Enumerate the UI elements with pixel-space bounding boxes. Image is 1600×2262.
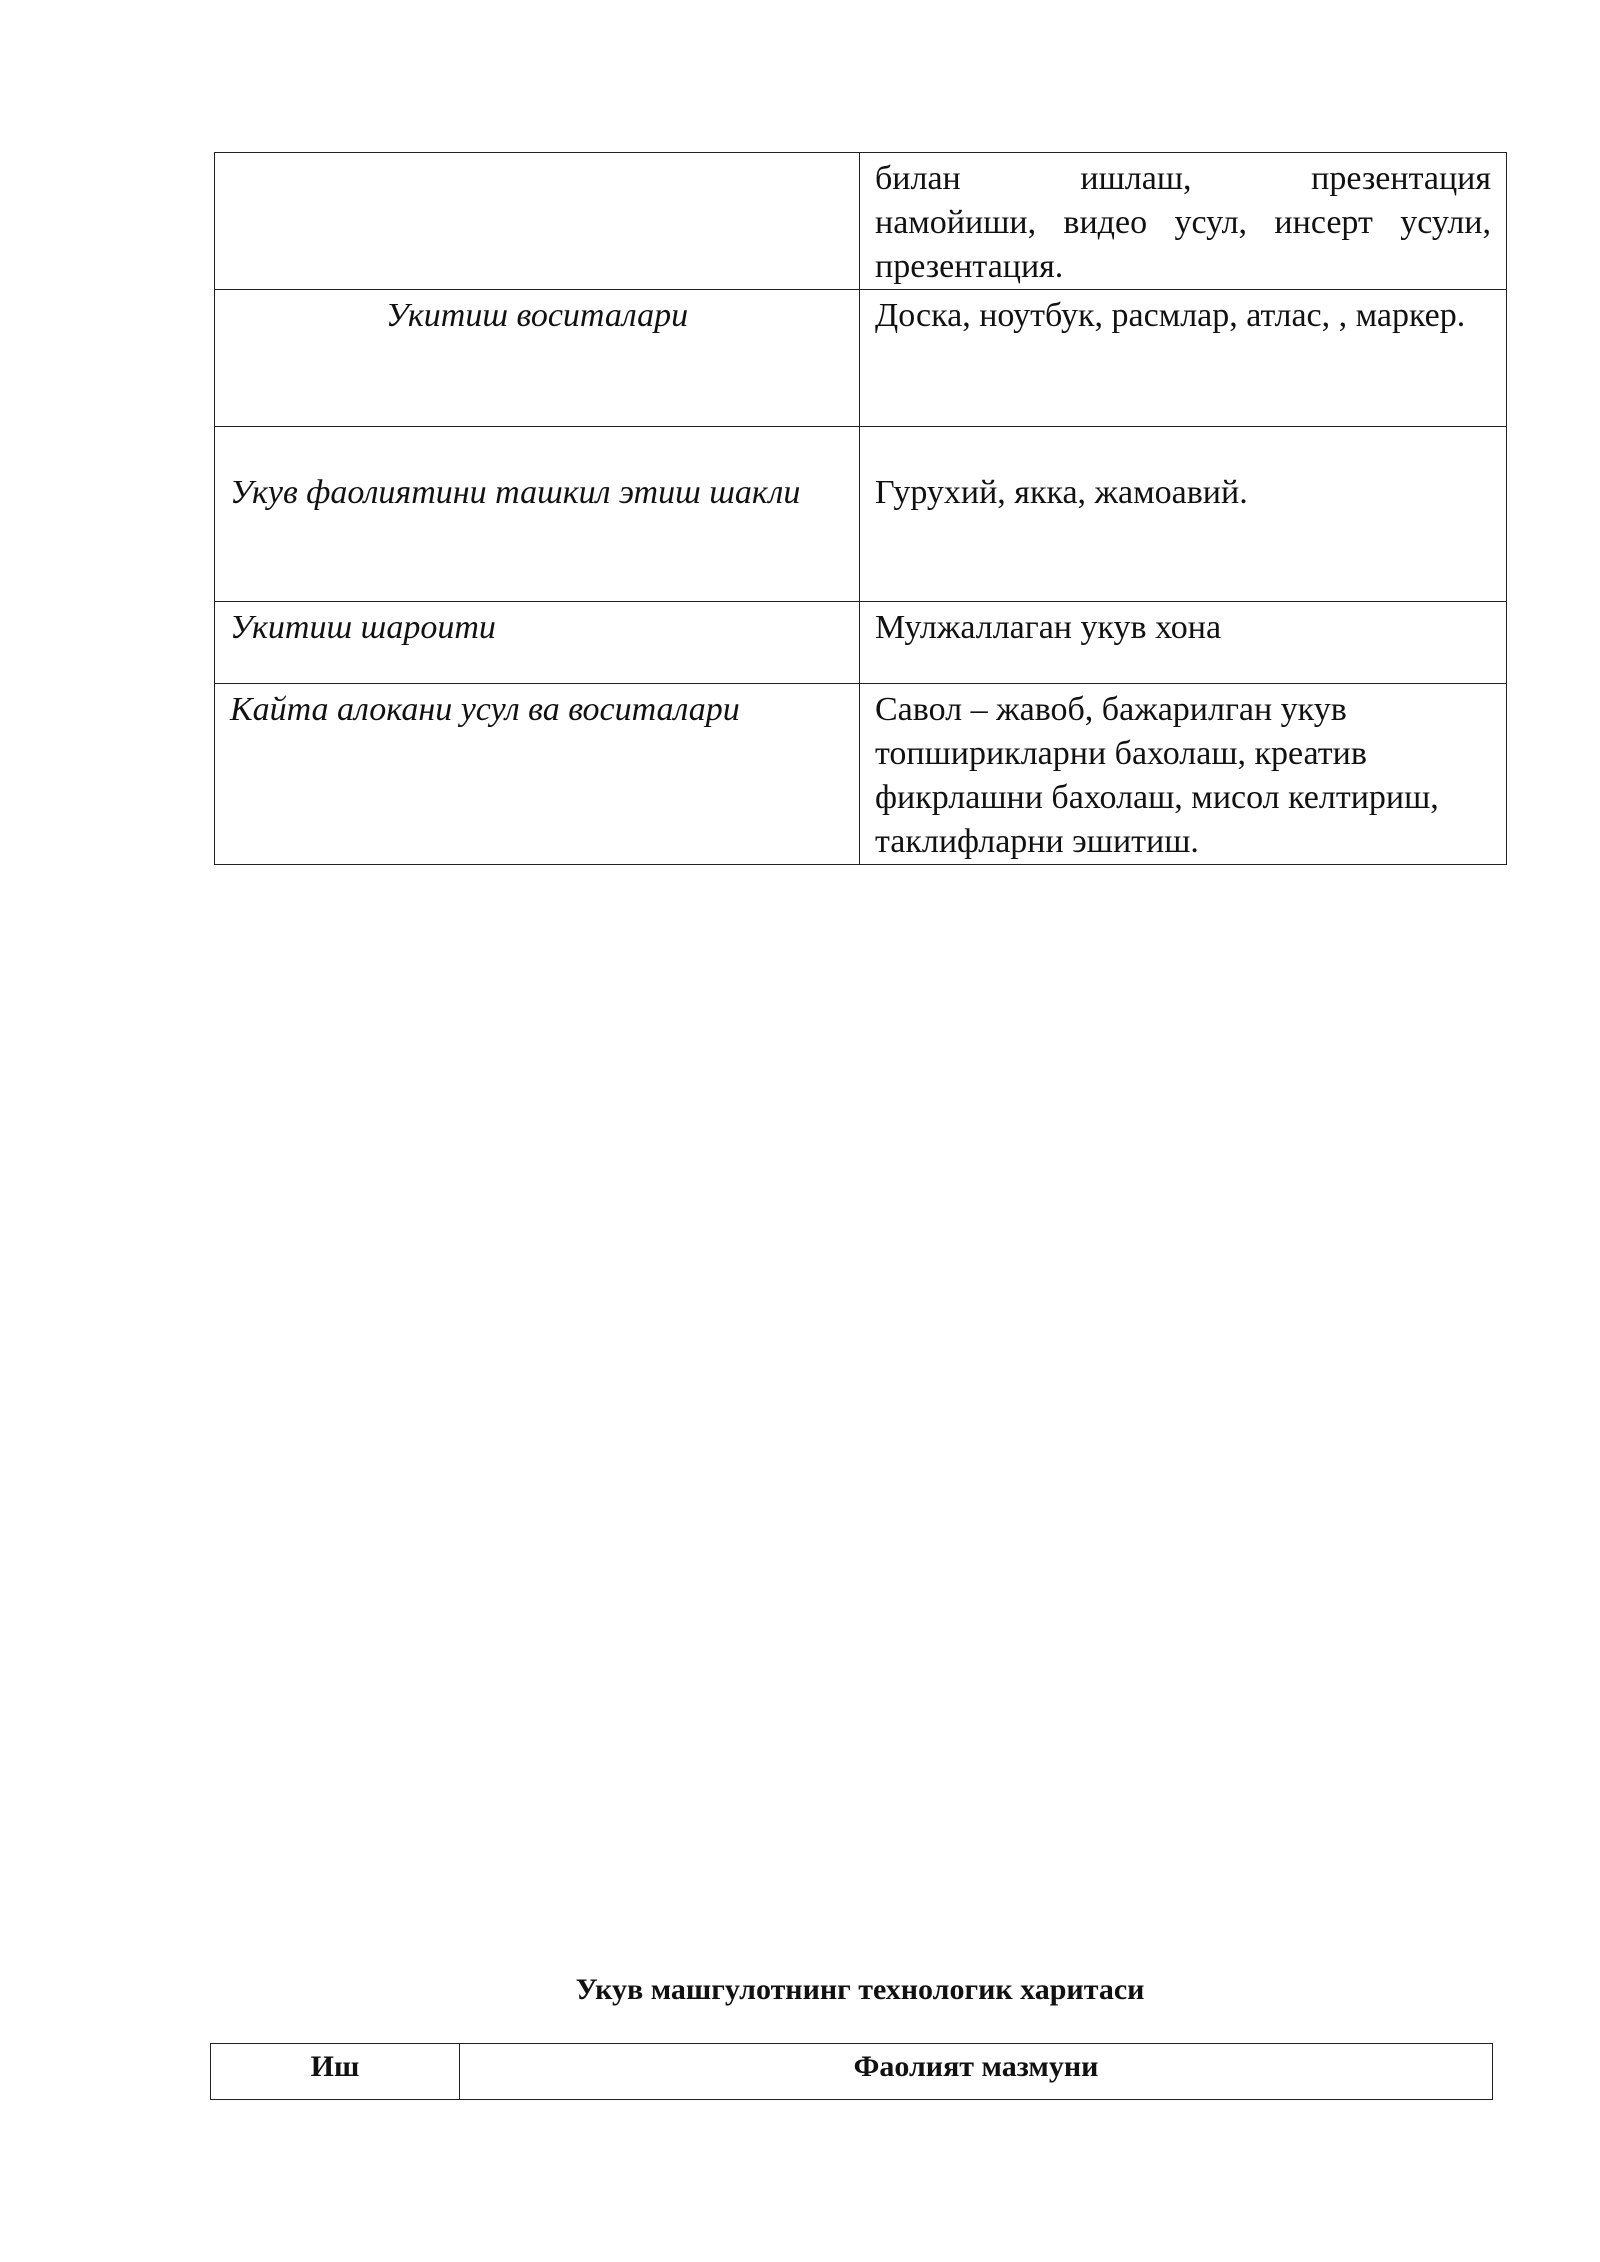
label-cell (215, 427, 860, 602)
row-label: Укув фаолиятини ташкил этиш шакли (230, 474, 801, 511)
table-row (215, 602, 1507, 684)
label-cell (215, 290, 860, 427)
row-value: намойиши, видео усул, инсерт усули, презентация. (875, 204, 1491, 285)
value-cell (860, 290, 1507, 427)
row-label: Кайта алокани усул ва воситалари (230, 691, 740, 728)
row-value: Савол – жавоб, бажарилган укув топширикларни бахолаш, креатив фикрлашни бахолаш, мисол келтириш, таклифларни эшитиш. (875, 691, 1439, 860)
label-cell (215, 602, 860, 684)
table-row (215, 684, 1507, 865)
row-value: Гурухий, якка, жамоавий. (875, 474, 1248, 511)
header-cell-activity: Фаолият мазмуни (460, 2044, 1493, 2100)
table-row (215, 427, 1507, 602)
label-cell (215, 153, 860, 290)
lesson-info-table (214, 152, 1507, 865)
row-value: Доска, ноутбук, расмлар, атлас, , маркер. (875, 297, 1466, 334)
row-label: Укитиш шароити (230, 609, 496, 646)
technology-map-table (210, 2043, 1493, 2100)
table-row (215, 290, 1507, 427)
header-cell-work: Иш (211, 2044, 460, 2100)
row-value: Мулжаллаган укув хона (875, 609, 1222, 646)
table-row (215, 153, 1507, 290)
section-title: Укув машгулотнинг технологик харитаси (575, 1973, 1145, 2006)
value-cell (860, 684, 1507, 865)
row-value-line: билан ишлаш, презентация (875, 160, 1491, 197)
value-cell (860, 602, 1507, 684)
value-cell (860, 153, 1507, 290)
table-header-row (211, 2044, 1493, 2100)
value-cell (860, 427, 1507, 602)
row-label: Укитиш воситалари (385, 297, 689, 334)
label-cell (215, 684, 860, 865)
